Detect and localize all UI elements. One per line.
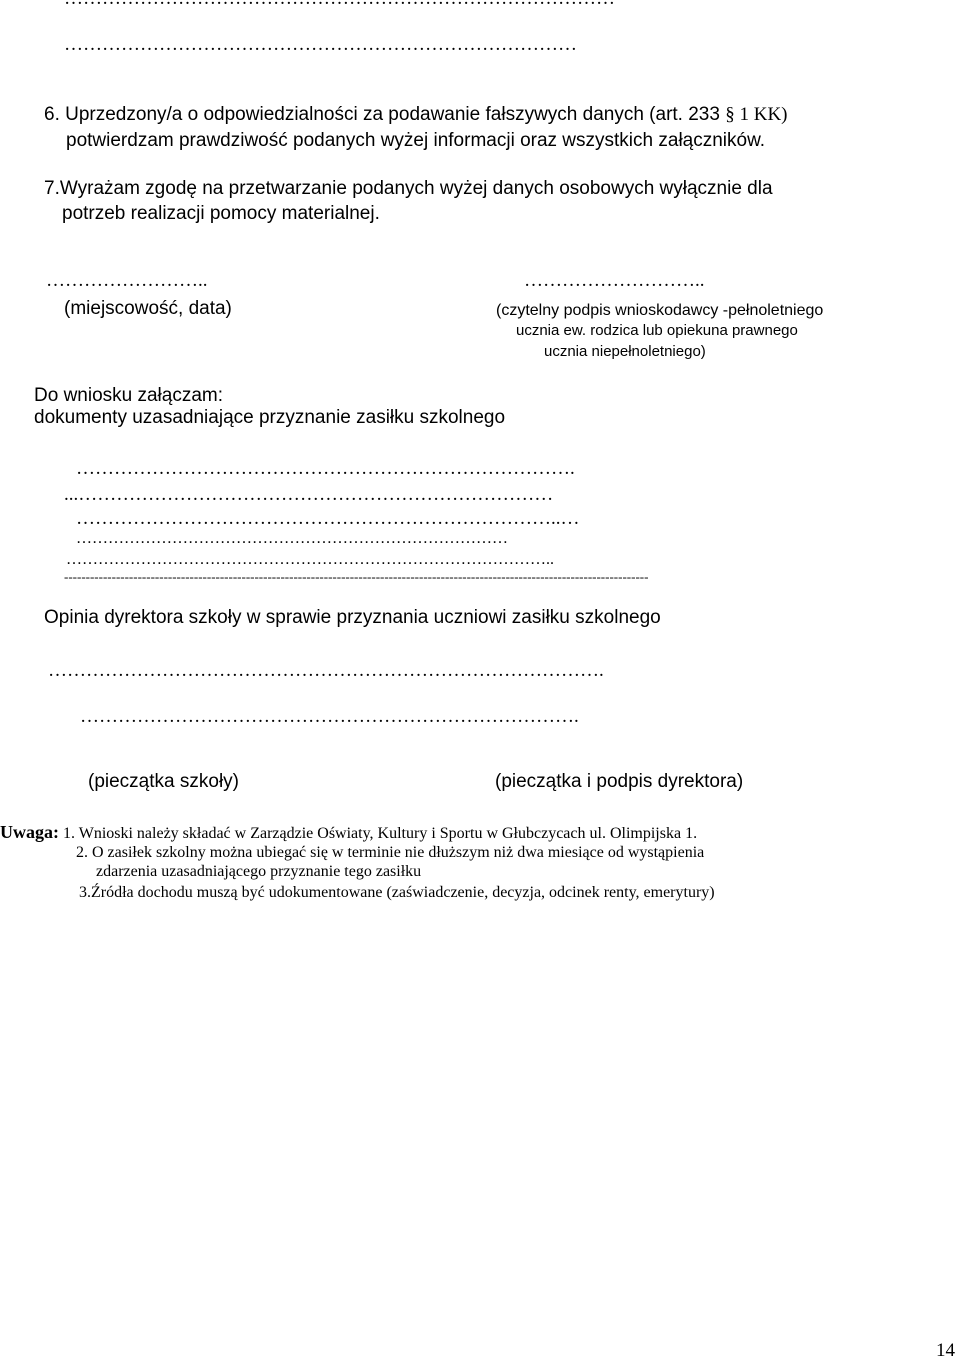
attachment-line-5: ……………………………………………………………………………….. xyxy=(66,551,554,568)
opinion-title: Opinia dyrektora szkoły w sprawie przyznania uczniowi zasiłku szkolnego xyxy=(44,607,661,628)
attachments-title: Do wniosku załączam: xyxy=(34,385,224,406)
attachment-line-2: ...………………………………………………………………… xyxy=(64,484,554,505)
attachment-line-3: …………………………………………………………………..… xyxy=(76,508,580,529)
school-stamp-label: (pieczątka szkoły) xyxy=(88,771,239,792)
section-sign: § xyxy=(725,104,735,125)
statement-7-line-2: potrzeb realizacji pomocy materialnej. xyxy=(62,203,380,224)
notes-label: Uwaga: xyxy=(0,822,59,842)
note-2-line-2: zdarzenia uzasadniającego przyznanie tego zasiłku xyxy=(96,863,422,880)
attachment-line-1: ……………………………………………………………………. xyxy=(76,458,575,479)
note-2-line-1: 2. O zasiłek szkolny można ubiegać się w terminie nie dłuższym niż dwa miesiące od wystąpienia xyxy=(76,844,705,861)
signature-label-3: ucznia niepełnoletniego) xyxy=(544,343,706,360)
attachments-subtitle: dokumenty uzasadniające przyznanie zasiłku szkolnego xyxy=(34,407,506,428)
opinion-dots-1: ……………………………………………………………………………. xyxy=(48,660,604,681)
note-1: 1. Wnioski należy składać w Zarządzie Oświaty, Kultury i Sportu w Głubczycach ul. Olimpijska 1. xyxy=(59,825,698,842)
statement-6-kk: 1 KK) xyxy=(734,104,788,125)
place-date-label: (miejscowość, data) xyxy=(64,298,232,319)
director-stamp-label: (pieczątka i podpis dyrektora) xyxy=(495,771,744,792)
statement-6-text: 6. Uprzedzony/a o odpowiedzialności za podawanie fałszywych danych (art. 233 xyxy=(44,104,726,125)
statement-7-line-1: 7.Wyrażam zgodę na przetwarzanie podanych wyżej danych osobowych wyłącznie dla xyxy=(44,178,773,199)
note-1-row xyxy=(0,822,697,843)
page-number: 14 xyxy=(936,1340,955,1361)
top-dotted-line-1 xyxy=(64,0,615,10)
attachment-line-4: ……………………………………………………………………… xyxy=(76,530,508,547)
opinion-dots-2: ……………………………………………………………………. xyxy=(80,706,579,727)
signature-label-1: (czytelny podpis wnioskodawcy -pełnoletniego xyxy=(496,302,824,319)
place-date-dots: …………………….. xyxy=(46,270,208,291)
signature-label-2: ucznia ew. rodzica lub opiekuna prawnego xyxy=(516,322,798,339)
separator-line: --------------------------------------------------------------------------------------------------------------------------------------- xyxy=(64,569,649,584)
statement-6-line-1 xyxy=(44,104,788,126)
top-dotted-line-2: ……………………………………………………………………… xyxy=(64,34,577,55)
signature-dots: ……………………….. xyxy=(524,270,705,291)
note-3: 3.Źródła dochodu muszą być udokumentowane (zaświadczenie, decyzja, odcinek renty, emerytury) xyxy=(79,884,715,901)
statement-6-line-2: potwierdzam prawdziwość podanych wyżej informacji oraz wszystkich załączników. xyxy=(66,130,766,151)
